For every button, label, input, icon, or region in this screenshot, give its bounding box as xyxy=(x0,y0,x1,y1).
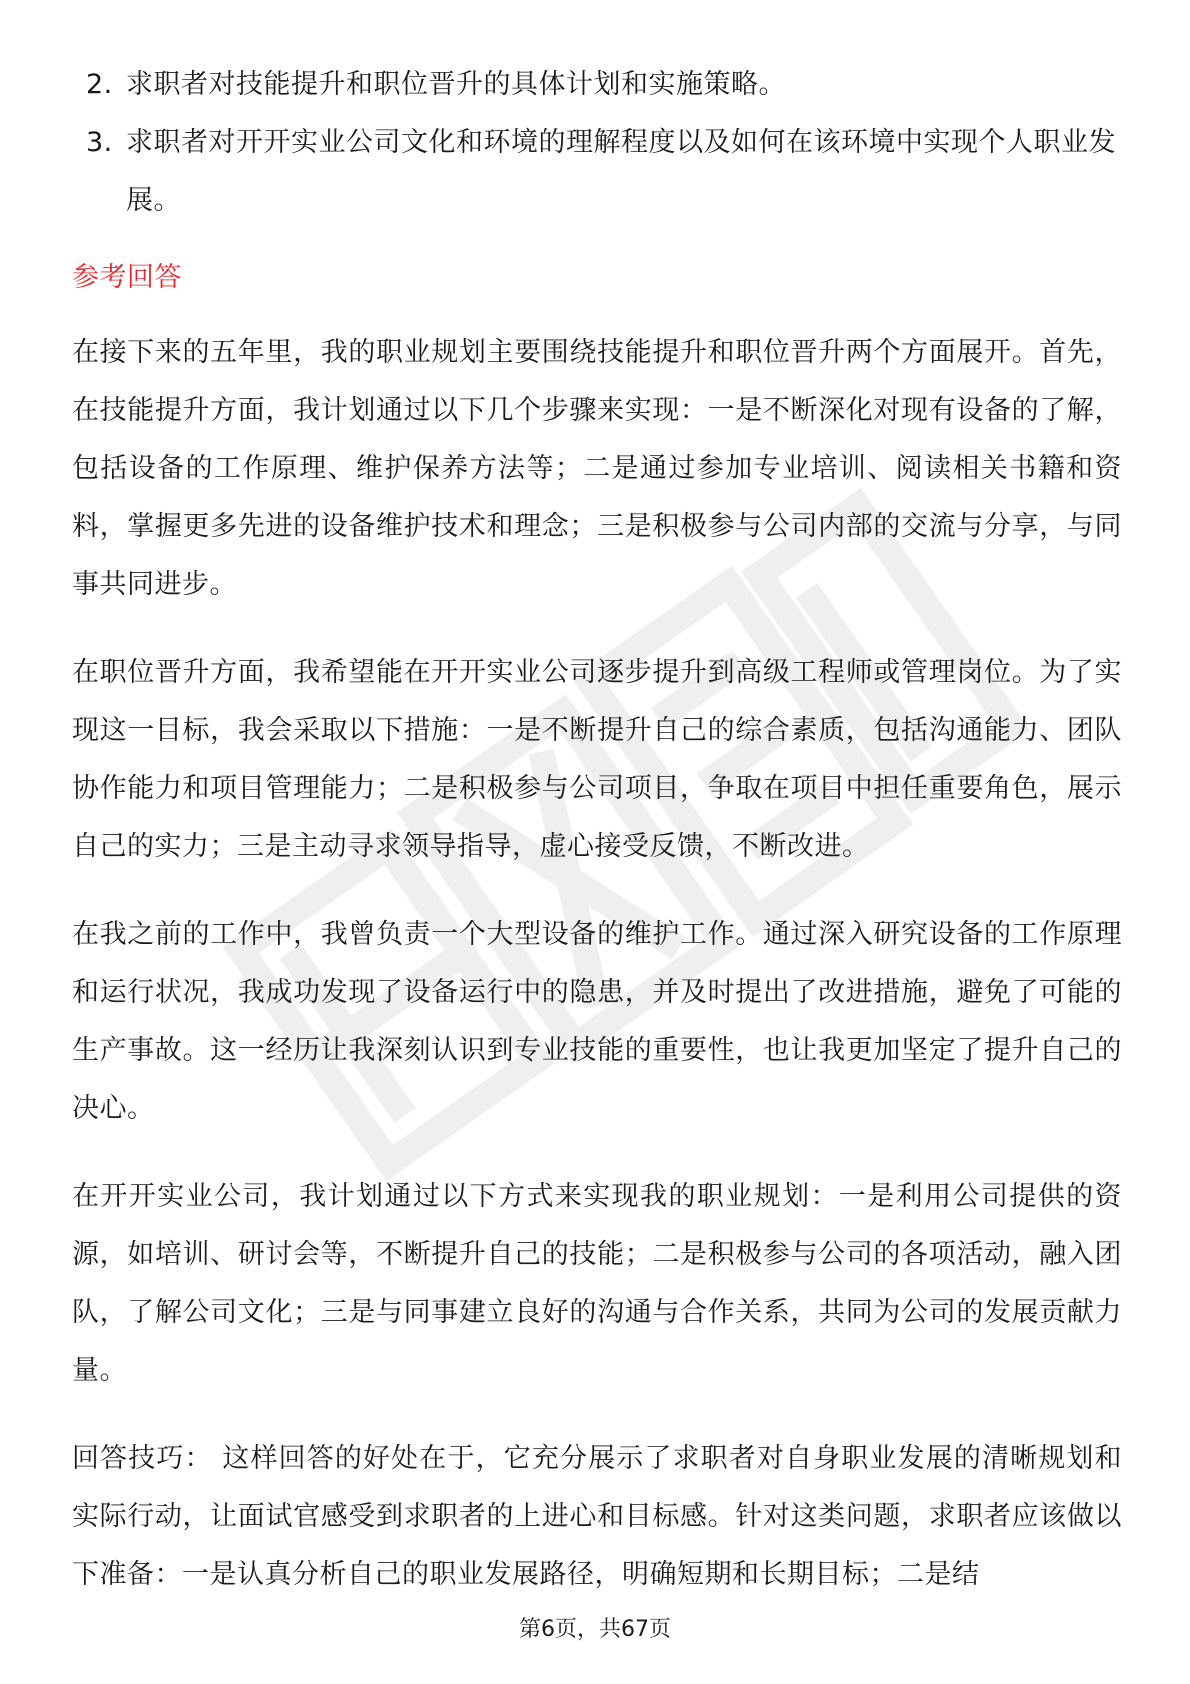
answer-paragraph: 在职位晋升方面，我希望能在开开实业公司逐步提升到高级工程师或管理岗位。为了实现这一目标，我会采取以下措施：一是不断提升自己的综合素质，包括沟通能力、团队协作能力和项目管理能力；二是积极参与公司项目，争取在项目中担任重要角色，展示自己的实力；三是主动寻求领导指导，虚心接受反馈，不断改进。 xyxy=(72,657,1122,862)
list-item xyxy=(72,114,1122,230)
list-item-text: 求职者对开开实业公司文化和环境的理解程度以及如何在该环境中实现个人职业发展。 xyxy=(126,127,1116,216)
list-item-number: 2. xyxy=(86,69,113,100)
answer-paragraph: 在开开实业公司，我计划通过以下方式来实现我的职业规划：一是利用公司提供的资源，如培训、研讨会等，不断提升自己的技能；二是积极参与公司的各项活动，融入团队，了解公司文化；三是与同事建立良好的沟通与合作关系，共同为公司的发展贡献力量。 xyxy=(72,1181,1122,1386)
list-item-text: 求职者对技能提升和职位晋升的具体计划和实施策略。 xyxy=(126,69,786,100)
tips-paragraph: 回答技巧： 这样回答的好处在于，它充分展示了求职者对自身职业发展的清晰规划和实际行动，让面试官感受到求职者的上进心和目标感。针对这类问题，求职者应该做以下准备：一是认真分析自己的职业发展路径，明确短期和长期目标；二是结 xyxy=(72,1443,1122,1590)
content-area xyxy=(72,56,1122,1634)
section-heading: 参考回答 xyxy=(72,262,182,293)
list-item xyxy=(72,56,1122,114)
answer-paragraph: 在我之前的工作中，我曾负责一个大型设备的维护工作。通过深入研究设备的工作原理和运行状况，我成功发现了设备运行中的隐患，并及时提出了改进措施，避免了可能的生产事故。这一经历让我深刻认识到专业技能的重要性，也让我更加坚定了提升自己的决心。 xyxy=(72,919,1122,1124)
answer-paragraph: 在接下来的五年里，我的职业规划主要围绕技能提升和职位晋升两个方面展开。首先，在技能提升方面，我计划通过以下几个步骤来实现：一是不断深化对现有设备的了解，包括设备的工作原理、维护保养方法等；二是通过参加专业培训、阅读相关书籍和资料，掌握更多先进的设备维护技术和理念；三是积极参与公司内部的交流与分享，与同事共同进步。 xyxy=(72,337,1122,600)
page-number-footer: 第6页，共67页 xyxy=(519,1617,671,1642)
list-item-number: 3. xyxy=(86,127,113,158)
question-list xyxy=(72,56,1122,230)
